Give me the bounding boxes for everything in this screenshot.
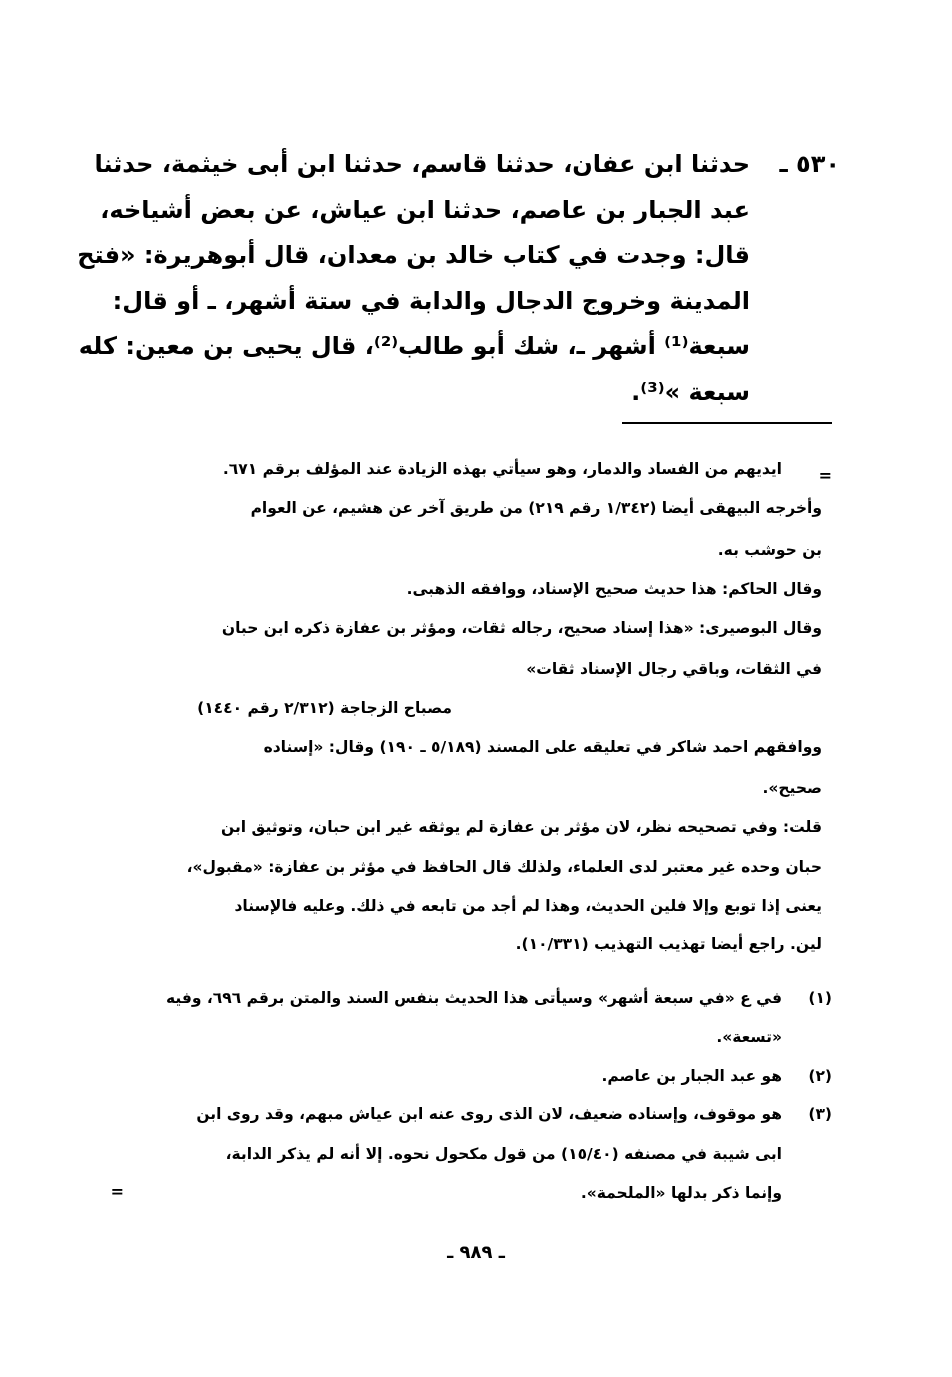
continuation-line: صحيح». [762,779,822,797]
continuation-line: حبان وحده غير معتبر لدى العلماء، ولذلك قال الحافظ في مؤثر بن عفازة: «مقبول»، [186,858,822,876]
continuation-line: قلت: وفي تصحيحه نظر، لان مؤثر بن عفازة لم يوثقه غير ابن حبان، وتوثيق ابن [221,818,822,836]
hadith-line: حدثنا ابن عفان، حدثنا قاسم، حدثنا ابن أبى خيثمة، حدثنا [94,150,750,178]
continuation-line: وقال الحاكم: هذا حديث صحيح الإسناد، ووافقه الذهبى. [406,580,822,598]
footnote-number: (٢) [808,1067,832,1085]
footnote-line: هو موقوف، وإسناده ضعيف، لان الذى روى عنه ابن عياش مبهم، وقد روى ابن [196,1105,782,1123]
footnote-separator [622,422,832,424]
footnote-line: هو عبد الجبار بن عاصم. [601,1067,782,1085]
hadith-line: المدينة وخروج الدجال والدابة في ستة أشهر، ـ أو قال: [112,286,750,315]
continuation-line: وأخرجه البيهقى أيضا (١/٣٤٢ رقم ٢١٩) من طريق آخر عن هشيم، عن العوام [250,499,822,517]
footnote-number: (١) [808,989,832,1007]
continuation-line: ايديهم من الفساد والدمار، وهو سيأتي بهذه الزيادة عند المؤلف برقم ٦٧١. [222,460,782,478]
page-number: ـ ٩٨٩ ـ [447,1242,505,1263]
continuation-marker: = [818,466,832,485]
footnote-line: في ع «في سبعة أشهر» وسيأتى هذا الحديث بنفس السند والمتن برقم ٦٩٦، وفيه [166,989,782,1007]
continuation-line: وقال البوصيرى: «هذا إسناد صحيح، رجاله ثقات، ومؤثر بن عفازة ذكره ابن حبان [221,619,822,637]
continuation-line: مصباح الزجاجة (٢/٣١٢ رقم ١٤٤٠) [197,699,452,717]
continuation-line: يعنى إذا توبع وإلا فلين الحديث، وهذا لم أجد من تابعه في ذلك. وعليه فالإسناد [234,897,822,915]
footnote-line: «تسعة». [716,1028,782,1046]
hadith-line: عبد الجبار بن عاصم، حدثنا ابن عياش، عن بعض أشياخه، [100,195,750,224]
hadith-line: سبعة⁽¹⁾ أشهر ـ، شك أبو طالب⁽²⁾، قال يحيى بن معين: كله [78,332,750,360]
end-marker: = [110,1182,124,1201]
footnote-line: ابى شيبة في مصنفه (١٥/٤٠) من قول مكحول نحوه. إلا أنه لم يذكر الدابة، [225,1145,782,1163]
footnote-line: وإنما ذكر بدلها «الملحمة». [580,1184,782,1202]
footnote-number: (٣) [808,1105,832,1123]
continuation-line: ووافقهم احمد شاكر في تعليقه على المسند (٥/١٨٩ ـ ١٩٠) وقال: «إسناده [263,738,822,756]
hadith-number: ٥٣٠ ـ [779,150,840,178]
hadith-line: قال: وجدت في كتاب خالد بن معدان، قال أبوهريرة: «فتح [77,241,750,269]
hadith-line: سبعة »⁽³⁾. [631,377,750,406]
continuation-line: بن حوشب به. [717,541,822,559]
continuation-line: لين. راجع أيضا تهذيب التهذيب (١٠/٣٣١). [515,935,822,953]
continuation-line: في الثقات، وباقي رجال الإسناد ثقات» [526,660,822,678]
